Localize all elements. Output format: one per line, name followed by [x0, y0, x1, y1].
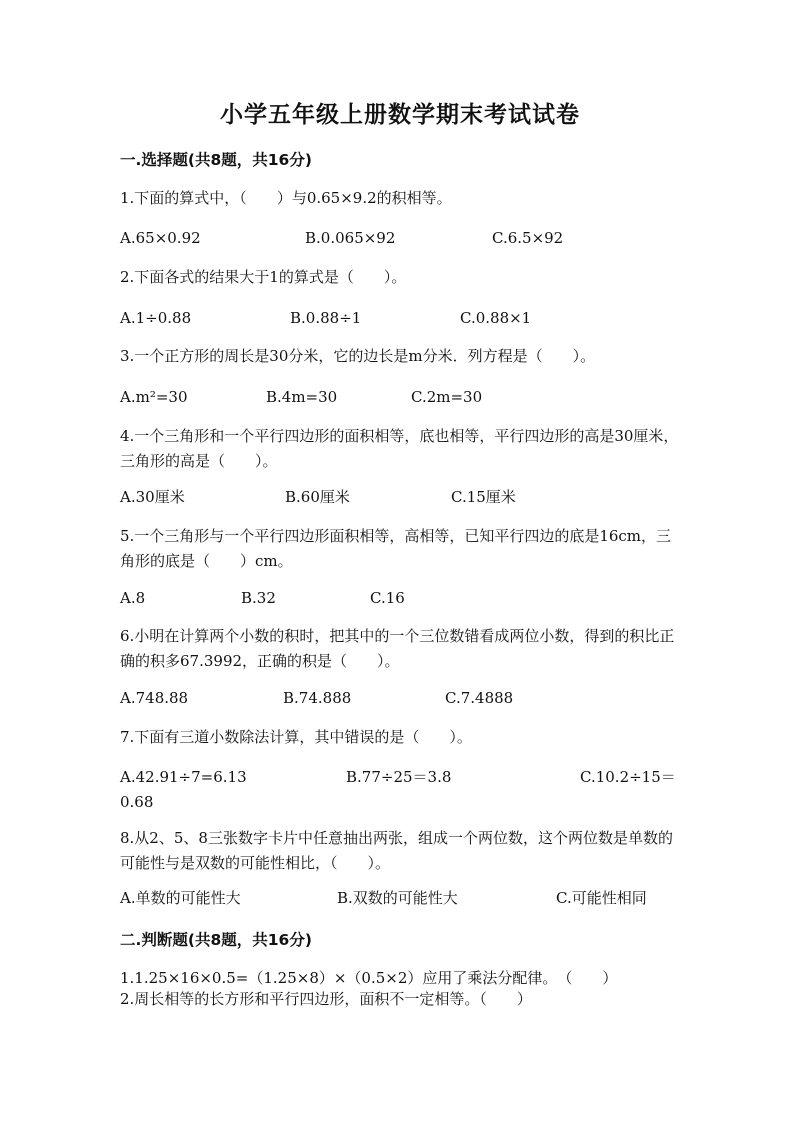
q3-option-a: A.m²=30	[120, 388, 188, 406]
question-3: 3.一个正方形的周长是30分米，它的边长是m分米．列方程是（ ）。	[120, 347, 596, 365]
judgement-item-1: 1.1.25×16×0.5=（1.25×8）×（0.5×2）应用了乘法分配律。 （ ）	[120, 969, 618, 987]
q6-option-c: C.7.4888	[445, 689, 514, 707]
q7-option-b: B.77÷25＝3.8	[346, 768, 452, 786]
q5-option-b: B.32	[241, 589, 276, 607]
section-heading-judgement: 二.判断题(共8题，共16分)	[120, 931, 312, 949]
q2-option-b: B.0.88÷1	[290, 309, 362, 327]
q2-option-c: C.0.88×1	[460, 309, 532, 327]
q5-option-a: A.8	[120, 589, 146, 607]
q1-option-b: B.0.065×92	[305, 229, 396, 247]
q6-option-b: B.74.888	[283, 689, 352, 707]
question-7: 7.下面有三道小数除法计算，其中错误的是（ ）。	[120, 728, 472, 746]
question-8: 8.从2、5、8三张数字卡片中任意抽出两张，组成一个两位数，这个两位数是单数的可能性与是双数的可能性相比，（ ）。	[120, 829, 673, 872]
section-heading-choice: 一.选择题(共8题，共16分)	[120, 151, 312, 169]
q6-option-a: A.748.88	[120, 689, 189, 707]
q2-option-a: A.1÷0.88	[120, 309, 192, 327]
question-1: 1.下面的算式中，（ ）与0.65×9.2的积相等。	[120, 189, 452, 207]
q4-option-a: A.30厘米	[120, 488, 185, 506]
q7-option-a: A.42.91÷7=6.13	[120, 768, 247, 786]
q8-option-b: B.双数的可能性大	[337, 889, 458, 907]
q4-option-c: C.15厘米	[451, 488, 516, 506]
q8-option-c: C.可能性相同	[556, 889, 647, 907]
question-6: 6.小明在计算两个小数的积时，把其中的一个三位数错看成两位小数，得到的积比正确的积多67.3992，正确的积是（ ）。	[120, 627, 675, 670]
q7-option-c: C.10.2÷15＝0.68	[120, 768, 676, 811]
q3-option-c: C.2m=30	[411, 388, 483, 406]
question-5: 5.一个三角形与一个平行四边形面积相等，高相等，已知平行四边的底是16cm，三角形的底是（ ）cm。	[120, 527, 672, 570]
q3-option-b: B.4m=30	[266, 388, 338, 406]
q4-option-b: B.60厘米	[285, 488, 350, 506]
q8-option-a: A.单数的可能性大	[120, 889, 241, 907]
q1-option-c: C.6.5×92	[492, 229, 564, 247]
question-4: 4.一个三角形和一个平行四边形的面积相等，底也相等，平行四边形的高是30厘米，三角形的高是（ ）。	[120, 427, 679, 470]
judgement-item-2: 2.周长相等的长方形和平行四边形，面积不一定相等。（ ）	[120, 990, 532, 1008]
q5-option-c: C.16	[370, 589, 405, 607]
question-2: 2.下面各式的结果大于1的算式是（ ）。	[120, 268, 407, 286]
q1-option-a: A.65×0.92	[120, 229, 201, 247]
page-title: 小学五年级上册数学期末考试试卷	[220, 102, 580, 128]
